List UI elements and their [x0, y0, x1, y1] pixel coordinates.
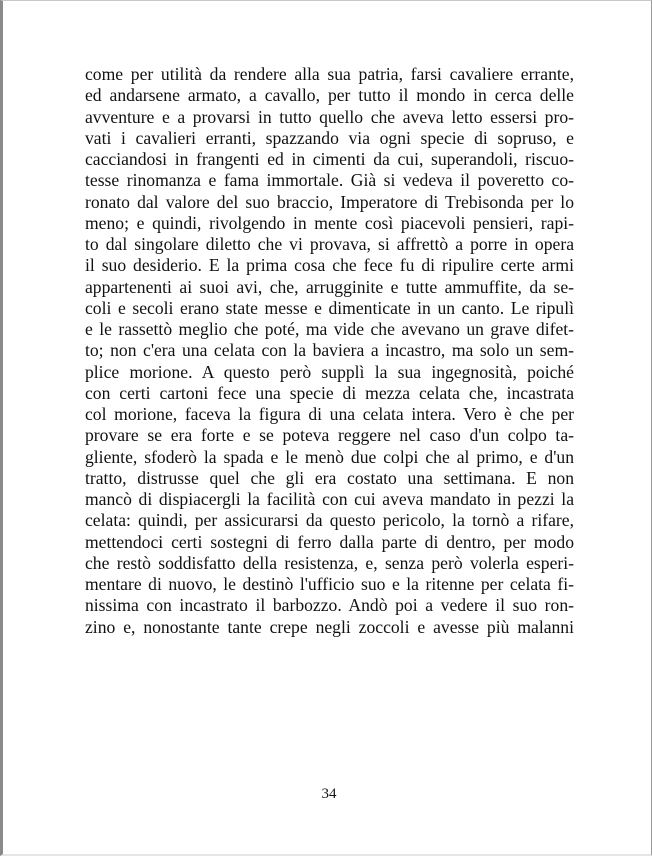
text-line: nissima con incastrato il barbozzo. Andò poi a vedere il suo ron-	[85, 595, 574, 616]
text-line: ronato dal valore del suo braccio, Imperatore di Trebisonda per lo	[85, 191, 574, 212]
text-line: tesse rinomanza e fama immortale. Già si vedeva il poveretto co-	[85, 170, 574, 191]
text-line: come per utilità da rendere alla sua patria, farsi cavaliere errante,	[85, 64, 574, 84]
body-text	[85, 64, 574, 638]
text-line: coli e secoli erano state messe e dimenticate in un canto. Le ripulì	[85, 297, 574, 318]
text-line: mentare di nuovo, le destinò l'ufficio suo e la ritenne per celata fi-	[85, 574, 574, 594]
text-line: gliente, sfoderò la spada e le menò due colpi che al primo, e d'un	[85, 446, 574, 467]
text-line: e le rassettò meglio che poté, ma vide che avevano un grave difet-	[85, 319, 574, 339]
text-line: tratto, distrusse quel che gli era costato una settimana. E non	[85, 467, 574, 488]
text-line: to; non c'era una celata con la baviera a incastro, ma solo un sem-	[85, 340, 574, 361]
text-line: meno; e quindi, rivolgendo in mente così piacevoli pensieri, rapi-	[85, 212, 574, 233]
text-line: appartenenti ai suoi avi, che, arrugginite e tutte ammuffite, da se-	[85, 276, 574, 297]
text-line: il suo desiderio. E la prima cosa che fece fu di ripulire certe armi	[85, 255, 574, 276]
text-line: mancò di dispiacergli la facilità con cui aveva mandato in pezzi la	[85, 489, 574, 509]
page-number: 34	[321, 786, 337, 802]
text-line: col morione, faceva la figura di una celata intera. Vero è che per	[85, 404, 574, 424]
text-line: ed andarsene armato, a cavallo, per tutto il mondo in cerca delle	[85, 85, 574, 106]
text-line: mettendoci certi sostegni di ferro dalla parte di dentro, per modo	[85, 531, 574, 552]
text-line: con certi cartoni fece una specie di mezza celata che, incastrata	[85, 382, 574, 403]
text-line: provare se era forte e se poteva reggere nel caso d'un colpo ta-	[85, 425, 574, 446]
text-line: zino e, nonostante tante crepe negli zoccoli e avesse più malanni	[85, 616, 574, 637]
text-line: che restò soddisfatto della resistenza, e, senza però volerla esperi-	[85, 552, 574, 573]
text-line: celata: quindi, per assicurarsi da questo pericolo, la tornò a rifare,	[85, 510, 574, 531]
text-line: cacciandosi in frangenti ed in cimenti da cui, superandoli, riscuo-	[85, 149, 574, 169]
text-line: to dal singolare diletto che vi provava, si affrettò a porre in opera	[85, 234, 574, 254]
text-line: plice morione. A questo però supplì la sua ingegnosità, poiché	[85, 361, 574, 382]
text-line: avventure e a provarsi in tutto quello che aveva letto essersi pro-	[85, 106, 574, 127]
text-line: vati i cavalieri erranti, spazzando via ogni specie di sopruso, e	[85, 127, 574, 148]
